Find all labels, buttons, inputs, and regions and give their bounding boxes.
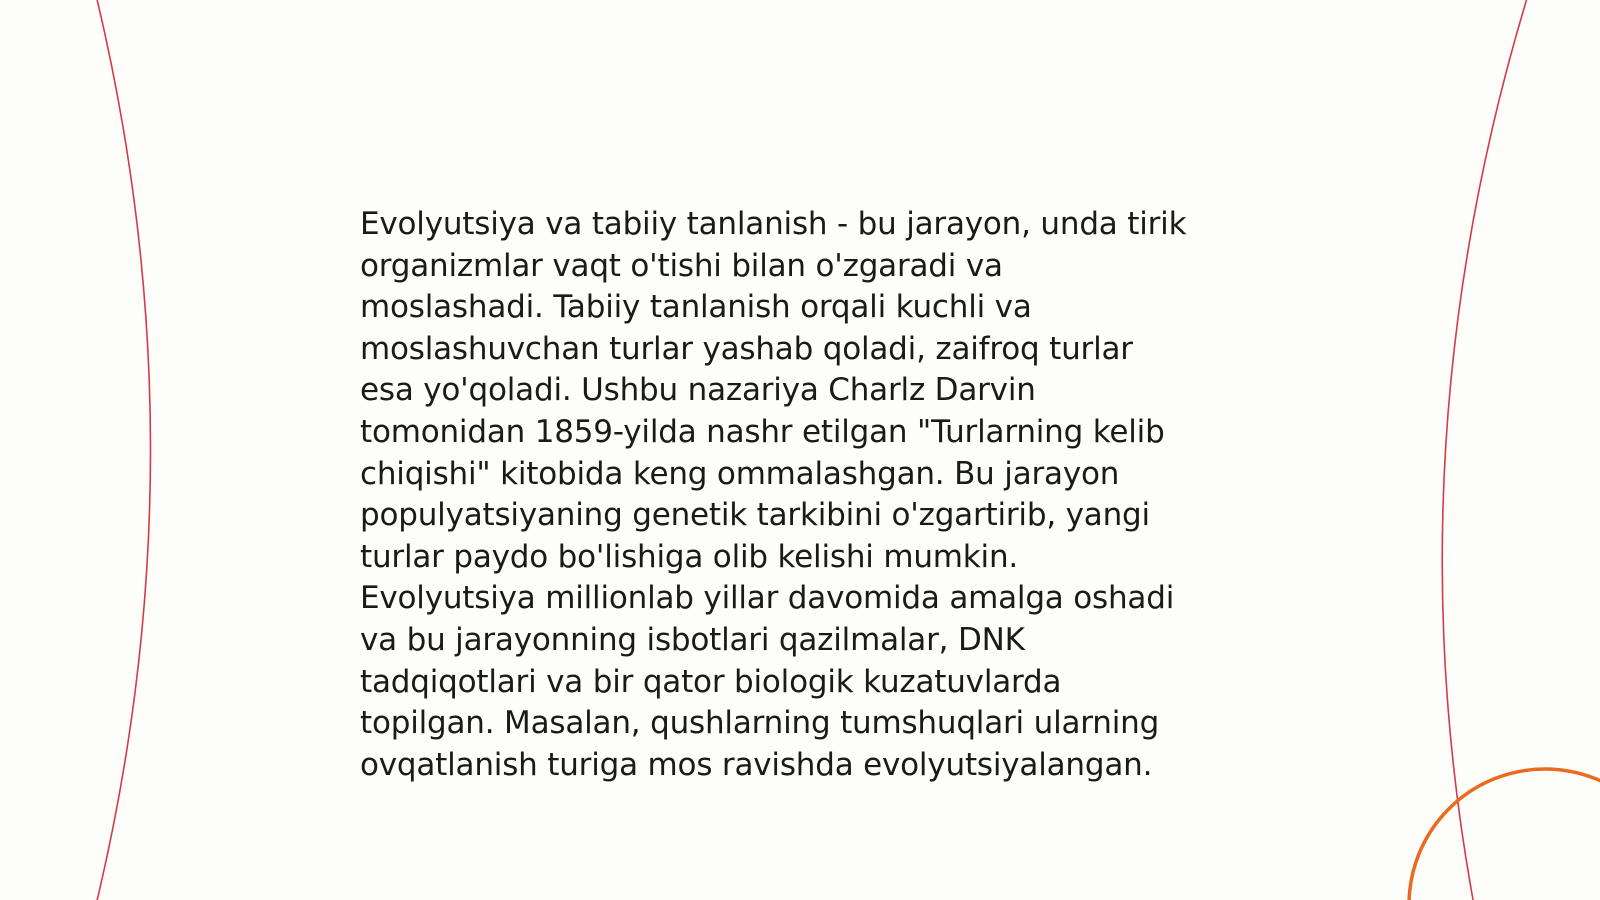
right-arc-line bbox=[1442, 0, 1528, 900]
slide-body-text: Evolyutsiya va tabiiy tanlanish - bu jarayon, unda tirik organizmlar vaqt o'tishi bilan o'zgaradi va moslashadi. Tabiiy tanlanish orqali kuchli va moslashuvchan turlar yashab qoladi, zaifroq turlar esa yo'qoladi. Ushbu nazariya Charlz Darvin tomonidan 1859-yilda nashr etilgan "Turlarning kelib chiqishi" kitobida keng ommalashgan. Bu jarayon populyatsiyaning genetik tarkibini o'zgartirib, yangi turlar paydo bo'lishiga olib kelishi mumkin. Evolyutsiya millionlab yillar davomida amalga oshadi va bu jarayonning isbotlari qazilmalar, DNK tadqiqotlari va bir qator biologik kuzatuvlarda topilgan. Masalan, qushlarning tumshuqlari ularning ovqatlanish turiga mos ravishda evolyutsiyalangan. bbox=[360, 206, 1187, 783]
accent-circle bbox=[1409, 769, 1600, 900]
left-arc-line bbox=[96, 0, 151, 900]
